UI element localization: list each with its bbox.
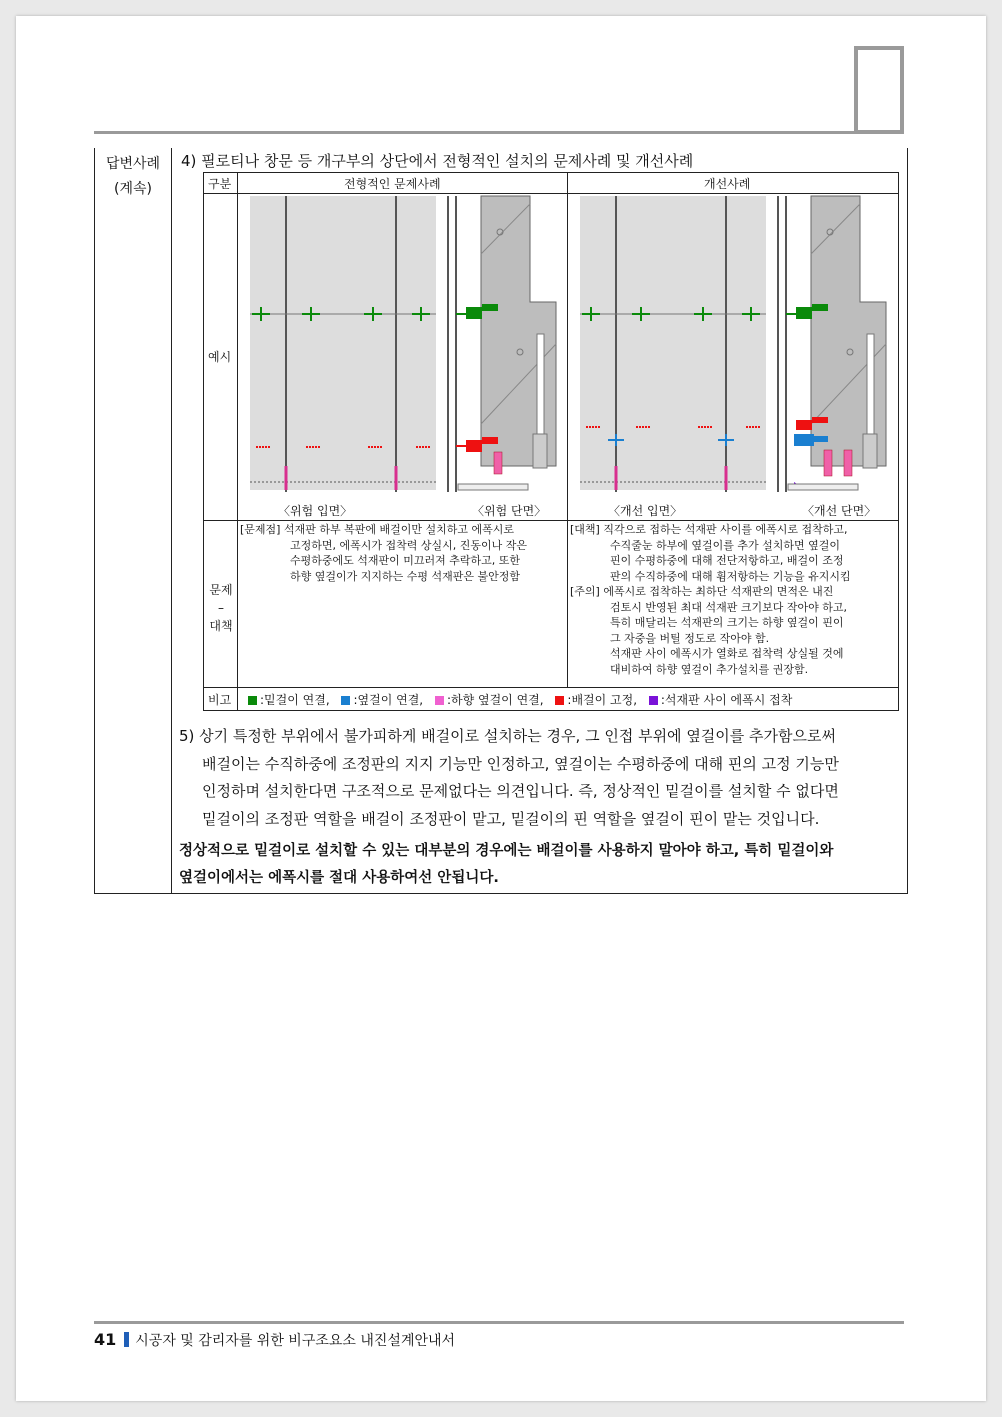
footer-rule bbox=[94, 1321, 904, 1324]
case-table bbox=[203, 172, 899, 711]
header-rule bbox=[94, 131, 904, 134]
caption-risk-section: 〈위험 단면〉 bbox=[472, 504, 547, 518]
footer-accent-bar bbox=[124, 1332, 129, 1347]
risk-section-drawing bbox=[448, 196, 556, 492]
legend-swatch-purple bbox=[649, 696, 658, 705]
caption-improved-section: 〈개선 단면〉 bbox=[802, 504, 877, 518]
stone-cladding-drawings bbox=[238, 194, 898, 498]
page bbox=[16, 16, 986, 1401]
header-improvement: 개선사례 bbox=[704, 177, 751, 191]
caption-risk-elevation: 〈위험 입면〉 bbox=[278, 504, 353, 518]
warning-paragraph: 정상적으로 밑걸이로 설치할 수 있는 대부분의 경우에는 배걸이를 사용하지 말아야 하고, 특히 밑걸이와 옆걸이에서는 에폭시를 절대 사용하여선 안됩니다. bbox=[179, 843, 834, 886]
item4-heading: 4) 필로티나 창문 등 개구부의 상단에서 전형적인 설치의 문제사례 및 개선사례 bbox=[181, 152, 694, 170]
improved-elevation-drawing bbox=[580, 196, 766, 492]
page-number: 41 bbox=[94, 1330, 117, 1349]
caption-improved-elevation: 〈개선 입면〉 bbox=[608, 504, 683, 518]
risk-elevation-drawing bbox=[250, 196, 436, 492]
row-label-example: 예시 bbox=[208, 350, 232, 364]
legend-swatch-green bbox=[248, 696, 257, 705]
answer-box bbox=[94, 148, 908, 894]
header-problem: 전형적인 문제사례 bbox=[344, 177, 441, 191]
footer bbox=[94, 1330, 455, 1350]
solution-description: [대책] 직각으로 접하는 석재판 사이를 에폭시로 접착하고, 수직줄눈 하부에 옆걸이를 추가 설치하면 옆걸이 핀이 수평하중에 대해 전단저항하고, 배걸이 조정 판의 수직하중에 대해 휨저항하는 기능을 유지시킴 [주의] 에폭시로 접착하는 최하단 석재판의 면적은 내진 검토시 반영된 최대 석재판 크기보다 작아야 하고, 특히 매달리는 석재판의 크기는 하향 옆걸이 핀이 그 자중을 버틸 정도로 작아야 함. 석재판 사이 에폭시가 열화로 접착력 상실될 것에 대비하여 하향 옆걸이 추가설치를 권장함. bbox=[570, 523, 851, 676]
item5-paragraph: 5) 상기 특정한 부위에서 불가피하게 배걸이로 설치하는 경우, 그 인접 부위에 옆걸이를 추가함으로써 배걸이는 수직하중에 조정판의 지지 기능만 인정하고, 옆걸이는 수평하중에 대해 핀의 고정 기능만 인정하며 설치한다면 구조적으로 문제없다는 의견입니다. 즉, 정상적인 밑걸이를 설치할 수 없다면 밑걸이의 조정판 역할을 배걸이 조정판이 맡고, 밑걸이의 핀 역할을 옆걸이 핀이 맡는 것입니다. bbox=[179, 727, 839, 828]
header-category: 구분 bbox=[208, 177, 232, 191]
footer-title: 시공자 및 감리자를 위한 비구조요소 내진설계안내서 bbox=[135, 1333, 456, 1349]
left-label: 답변사례 bbox=[105, 156, 161, 172]
legend-swatch-blue bbox=[341, 696, 350, 705]
left-label-continued: (계속) bbox=[114, 181, 152, 197]
row-label-problem-solution: 문제 – 대책 bbox=[209, 583, 233, 633]
legend-swatch-red bbox=[555, 696, 564, 705]
row-label-note: 비고 bbox=[208, 693, 232, 707]
improved-section-drawing bbox=[778, 196, 886, 492]
legend-swatch-pink bbox=[435, 696, 444, 705]
left-label-column bbox=[95, 148, 172, 893]
problem-description: [문제점] 석재판 하부 복판에 배걸이만 설치하고 에폭시로 고정하면, 에폭시가 접착력 상실시, 진동이나 작은 수평하중에도 석재판이 미끄러져 추락하고, 또한 하향 옆걸이가 지지하는 수평 석재판은 불안정함 bbox=[240, 523, 527, 583]
legend: :밑걸이 연결, :옆걸이 연결, :하향 옆걸이 연결, :배걸이 고정, :석재판 사이 에폭시 접착 bbox=[240, 691, 792, 708]
